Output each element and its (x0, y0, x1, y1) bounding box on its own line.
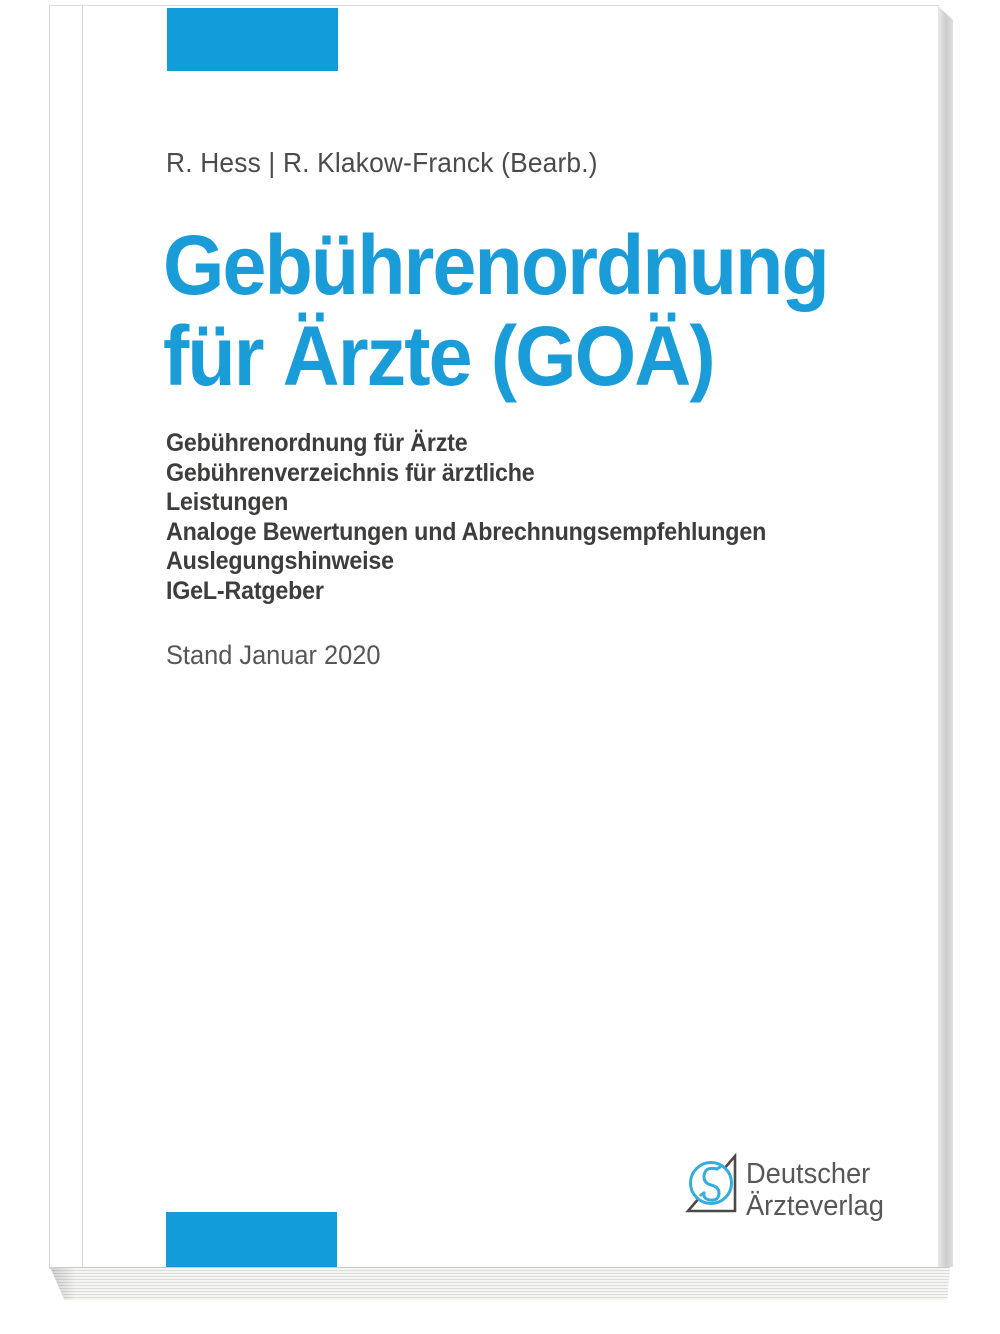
publisher-name-line1: Deutscher (746, 1158, 871, 1190)
authors-line: R. Hess | R. Klakow-Franck (Bearb.) (166, 147, 598, 178)
accent-bar-top (167, 8, 338, 71)
subtitle-block (166, 429, 766, 607)
book-spine-line (82, 5, 83, 1267)
accent-bar-bottom (166, 1212, 337, 1267)
publisher-name (746, 1158, 884, 1222)
page-edges (50, 1267, 950, 1300)
book-title (163, 220, 828, 402)
subtitle-line: Leistungen (166, 488, 289, 517)
subtitle-line: Gebührenordnung für Ärzte (166, 429, 468, 457)
subtitle-line: Gebührenverzeichnis für ärztliche (166, 458, 535, 487)
subtitle-line: Analoge Bewertungen und Abrechnungsempfehlungen (166, 517, 767, 546)
book-right-edge-shadow (938, 6, 953, 1267)
edition-status: Stand Januar 2020 (166, 640, 381, 670)
publisher-name-line2: Ärzteverlag (746, 1190, 884, 1222)
aesculapius-staff-icon (684, 1150, 746, 1216)
book-title-line2: für Ärzte (GOÄ) (163, 309, 714, 403)
subtitle-line: IGeL-Ratgeber (166, 576, 324, 605)
book-front-cover (49, 5, 939, 1269)
book-title-line1: Gebührenordnung (163, 218, 828, 312)
subtitle-line: Auslegungshinweise (166, 547, 394, 576)
